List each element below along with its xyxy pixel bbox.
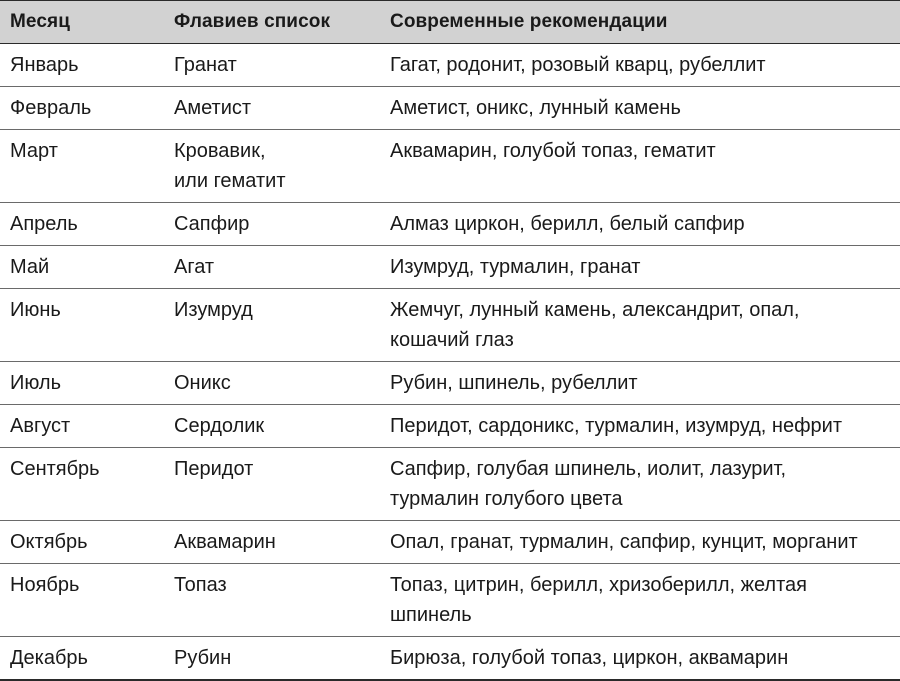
cell-modern-line: турмалин голубого цвета — [390, 488, 623, 510]
table-body — [0, 44, 900, 681]
cell-modern-line: Рубин, шпинель, рубеллит — [390, 372, 638, 394]
cell-flavius — [164, 203, 382, 246]
cell-flavius — [164, 521, 382, 564]
cell-month: Июль — [0, 362, 164, 405]
cell-flavius — [164, 289, 382, 362]
cell-flavius-line: Сердолик — [174, 415, 265, 437]
cell-flavius — [164, 87, 382, 130]
cell-modern-line: Аметист, оникс, лунный камень — [390, 97, 681, 119]
cell-month: Октябрь — [0, 521, 164, 564]
cell-month: Апрель — [0, 203, 164, 246]
cell-flavius-line: Рубин — [174, 647, 232, 669]
cell-flavius — [164, 405, 382, 448]
cell-flavius — [164, 362, 382, 405]
cell-modern — [382, 521, 900, 564]
table-row — [0, 289, 900, 362]
cell-month: Декабрь — [0, 637, 164, 681]
cell-flavius — [164, 564, 382, 637]
table-row — [0, 448, 900, 521]
cell-modern — [382, 246, 900, 289]
table-row — [0, 362, 900, 405]
table-row — [0, 203, 900, 246]
table-row — [0, 405, 900, 448]
cell-modern-line: кошачий глаз — [390, 329, 514, 351]
table-row — [0, 87, 900, 130]
header-month: Месяц — [0, 1, 164, 44]
cell-flavius-line: Кровавик, — [174, 140, 266, 162]
cell-modern-line: Аквамарин, голубой топаз, гематит — [390, 140, 716, 162]
cell-month: Июнь — [0, 289, 164, 362]
cell-flavius-line: Аквамарин — [174, 531, 276, 553]
cell-modern-line: Бирюза, голубой топаз, циркон, аквамарин — [390, 647, 789, 669]
cell-flavius-line: Оникс — [174, 372, 231, 394]
cell-flavius — [164, 130, 382, 203]
cell-modern — [382, 44, 900, 87]
cell-modern-line: Опал, гранат, турмалин, сапфир, кунцит, морганит — [390, 531, 858, 553]
cell-modern-line: шпинель — [390, 604, 472, 626]
cell-flavius — [164, 637, 382, 681]
table-row — [0, 564, 900, 637]
cell-modern — [382, 203, 900, 246]
table-row — [0, 246, 900, 289]
cell-modern-line: Топаз, цитрин, берилл, хризоберилл, желтая — [390, 574, 807, 596]
cell-flavius — [164, 448, 382, 521]
table-row — [0, 44, 900, 87]
cell-modern — [382, 448, 900, 521]
cell-month: Февраль — [0, 87, 164, 130]
cell-month: Март — [0, 130, 164, 203]
cell-flavius — [164, 246, 382, 289]
header-modern-recommendations: Современные рекомендации — [382, 1, 900, 44]
table-row — [0, 637, 900, 681]
table-row — [0, 130, 900, 203]
table-row — [0, 521, 900, 564]
cell-modern — [382, 289, 900, 362]
cell-modern — [382, 87, 900, 130]
cell-flavius-line: Агат — [174, 256, 215, 278]
cell-modern — [382, 130, 900, 203]
cell-flavius — [164, 44, 382, 87]
cell-modern-line: Гагат, родонит, розовый кварц, рубеллит — [390, 54, 766, 76]
cell-flavius-line: Топаз — [174, 574, 227, 596]
cell-modern-line: Сапфир, голубая шпинель, иолит, лазурит, — [390, 458, 787, 480]
cell-modern-line: Изумруд, турмалин, гранат — [390, 256, 641, 278]
cell-flavius-line: Аметист — [174, 97, 252, 119]
cell-month: Август — [0, 405, 164, 448]
cell-flavius-line: или гематит — [174, 170, 286, 192]
cell-month: Ноябрь — [0, 564, 164, 637]
cell-flavius-line: Перидот — [174, 458, 254, 480]
cell-modern-line: Перидот, сардоникс, турмалин, изумруд, нефрит — [390, 415, 842, 437]
header-flavius-list: Флавиев список — [164, 1, 382, 44]
cell-flavius-line: Сапфир — [174, 213, 250, 235]
cell-modern — [382, 637, 900, 681]
cell-month: Сентябрь — [0, 448, 164, 521]
cell-modern — [382, 405, 900, 448]
cell-modern-line: Алмаз циркон, берилл, белый сапфир — [390, 213, 745, 235]
cell-flavius-line: Гранат — [174, 54, 237, 76]
cell-modern — [382, 362, 900, 405]
cell-flavius-line: Изумруд — [174, 299, 253, 321]
cell-modern — [382, 564, 900, 637]
table-header-row — [0, 1, 900, 44]
cell-month: Май — [0, 246, 164, 289]
cell-modern-line: Жемчуг, лунный камень, александрит, опал, — [390, 299, 800, 321]
cell-month: Январь — [0, 44, 164, 87]
